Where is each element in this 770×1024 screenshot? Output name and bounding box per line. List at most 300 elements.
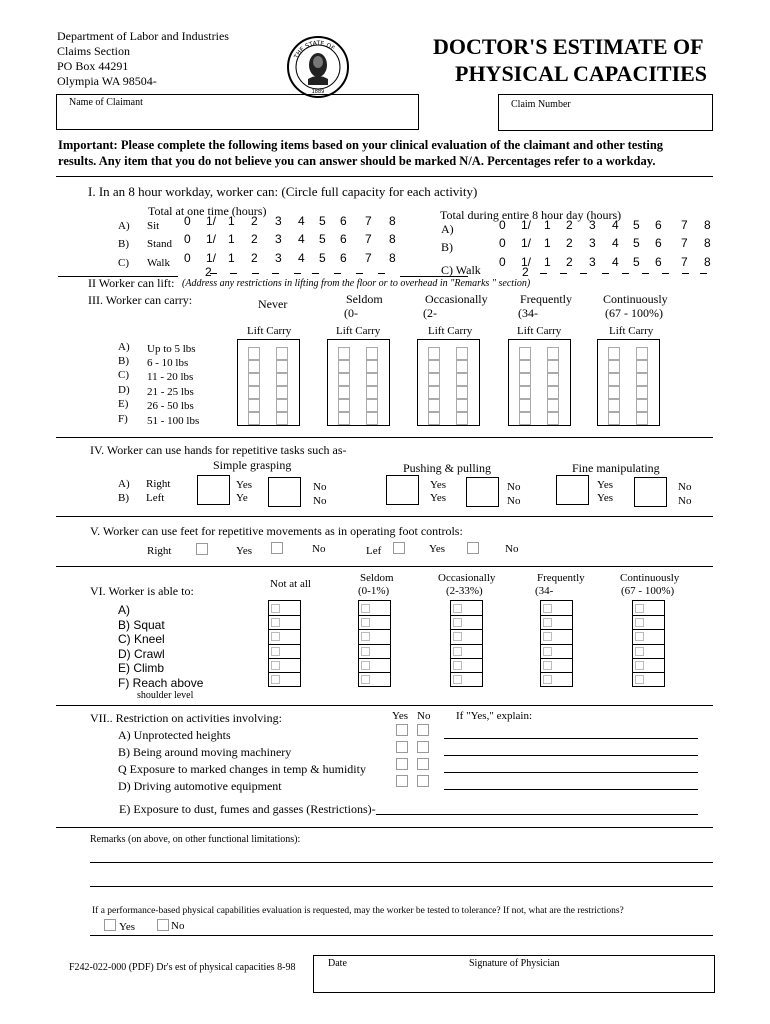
able-checkbox[interactable]	[635, 604, 644, 613]
hours-value[interactable]: 3	[275, 214, 282, 228]
carry-checkbox[interactable]	[428, 347, 440, 360]
carry-checkbox[interactable]	[547, 360, 559, 373]
carry-checkbox[interactable]	[636, 360, 648, 373]
restriction-yes-checkbox[interactable]	[396, 758, 408, 770]
form-title: PHYSICAL CAPACITIES	[455, 61, 708, 86]
foot-right-no-checkbox[interactable]	[271, 542, 283, 554]
dash-mark	[272, 273, 279, 274]
carry-freq-pct: (34-	[518, 306, 538, 320]
able-checkbox[interactable]	[271, 618, 280, 627]
able-freq-name: Seldom	[360, 572, 394, 584]
carry-checkbox[interactable]	[338, 360, 350, 373]
able-row-line	[269, 644, 300, 645]
section-3-title: III. Worker can carry:	[88, 293, 193, 307]
able-checkbox[interactable]	[271, 604, 280, 613]
dash-mark	[334, 273, 341, 274]
carry-checkbox[interactable]	[248, 399, 260, 412]
carry-grid	[327, 339, 390, 426]
carry-checkbox[interactable]	[276, 347, 288, 360]
hours-value[interactable]: 6	[340, 251, 347, 265]
day-hours-value[interactable]: 1	[544, 236, 551, 250]
carry-checkbox[interactable]	[636, 386, 648, 399]
hand-no-box[interactable]	[268, 477, 301, 507]
carry-freq-name: Never	[258, 297, 288, 311]
able-row-line	[633, 658, 664, 659]
foot-right-no: No	[312, 543, 326, 555]
carry-checkbox[interactable]	[636, 412, 648, 425]
restriction-item: B) Being around moving machinery	[118, 745, 292, 759]
carry-checkbox[interactable]	[519, 386, 531, 399]
carry-freq-name: Seldom	[346, 292, 383, 306]
able-checkbox[interactable]	[361, 647, 370, 656]
able-checkbox[interactable]	[361, 675, 370, 684]
carry-checkbox[interactable]	[338, 347, 350, 360]
able-row-line	[451, 658, 482, 659]
carry-checkbox[interactable]	[636, 399, 648, 412]
able-freq-name: Not at all	[270, 578, 311, 590]
able-checkbox[interactable]	[635, 632, 644, 641]
able-checkbox[interactable]	[361, 604, 370, 613]
hand-no: No	[678, 481, 692, 493]
section-5-title: V. Worker can use feet for repetitive movements as in operating foot controls:	[90, 524, 463, 538]
hand-no-box[interactable]	[466, 477, 499, 507]
section-1-title: I. In an 8 hour workday, worker can: (Circle full capacity for each activity)	[88, 184, 478, 199]
able-row-line	[541, 644, 572, 645]
hours-value[interactable]: 1/	[206, 251, 217, 265]
day-hours-value[interactable]: 1/	[521, 255, 532, 269]
carry-checkbox[interactable]	[366, 399, 378, 412]
day-hours-value[interactable]: 8	[704, 218, 711, 232]
carry-checkbox[interactable]	[547, 412, 559, 425]
section-2-title: II Worker can lift:	[88, 276, 175, 290]
day-hours-value[interactable]: 2	[566, 236, 573, 250]
able-checkbox[interactable]	[453, 632, 462, 641]
able-row-line	[451, 629, 482, 630]
foot-right-checkbox[interactable]	[196, 543, 208, 555]
form-title: DOCTOR'S ESTIMATE OF	[433, 34, 704, 59]
hours-value[interactable]: 4	[298, 232, 305, 246]
day-hours-value[interactable]: 7	[681, 236, 688, 250]
able-checkbox[interactable]	[543, 675, 552, 684]
day-hours-value[interactable]: 6	[655, 255, 662, 269]
able-row-line	[269, 629, 300, 630]
hours-value[interactable]: 7	[365, 214, 372, 228]
carry-checkbox[interactable]	[519, 347, 531, 360]
able-checkbox[interactable]	[453, 618, 462, 627]
able-grid	[540, 600, 573, 687]
carry-checkbox[interactable]	[248, 347, 260, 360]
able-checkbox[interactable]	[453, 661, 462, 670]
hours-value[interactable]: 2	[251, 251, 258, 265]
able-freq-pct: (67 - 100%)	[621, 585, 675, 597]
able-checkbox[interactable]	[635, 661, 644, 670]
day-hours-value[interactable]: 4	[612, 255, 619, 269]
hours-value[interactable]: 1	[228, 214, 235, 228]
able-activity: C) Kneel	[118, 632, 165, 646]
claimant-name-field[interactable]	[56, 94, 419, 130]
hand-yes: Ye	[236, 492, 248, 504]
restriction-yes-checkbox[interactable]	[396, 775, 408, 787]
able-checkbox[interactable]	[543, 661, 552, 670]
day-hours-value[interactable]: 3	[589, 255, 596, 269]
carry-checkbox[interactable]	[519, 360, 531, 373]
day-hours-value[interactable]: 0	[499, 218, 506, 232]
carry-checkbox[interactable]	[248, 412, 260, 425]
lift-carry-label: Lift Carry	[517, 325, 562, 337]
carry-checkbox[interactable]	[519, 373, 531, 386]
hand-yes: Yes	[597, 479, 614, 491]
hours-row-letter: A)	[118, 220, 130, 232]
dash-mark	[540, 273, 547, 274]
able-row-line	[359, 644, 390, 645]
carry-checkbox[interactable]	[547, 373, 559, 386]
carry-checkbox[interactable]	[608, 386, 620, 399]
seal-text: THE STATE OF	[292, 39, 336, 60]
restriction-explain-line[interactable]	[444, 755, 698, 756]
hours-value[interactable]: 0	[184, 251, 191, 265]
carry-checkbox[interactable]	[338, 399, 350, 412]
carry-checkbox[interactable]	[428, 360, 440, 373]
carry-checkbox[interactable]	[456, 399, 468, 412]
carry-freq-pct: (0-	[344, 306, 358, 320]
able-activity: A)	[118, 603, 130, 617]
day-hours-value[interactable]: 1/	[521, 236, 532, 250]
restriction-explain-head: If "Yes," explain:	[456, 710, 532, 722]
carry-checkbox[interactable]	[366, 412, 378, 425]
foot-left-label: Lef	[366, 545, 382, 557]
hours-value[interactable]: 2	[251, 232, 258, 246]
restriction-no-checkbox[interactable]	[417, 758, 429, 770]
carry-row-label: Up to 5 lbs	[147, 343, 196, 355]
performance-question: If a performance-based physical capabilities evaluation is requested, may the worker be tested to tolerance? If not, what are the restrictions?	[92, 906, 624, 916]
able-activity: B) Squat	[118, 617, 165, 632]
hours-value[interactable]: 5	[319, 251, 326, 265]
hours-value[interactable]: 8	[389, 232, 396, 246]
carry-checkbox[interactable]	[547, 399, 559, 412]
carry-checkbox[interactable]	[366, 347, 378, 360]
carry-checkbox[interactable]	[428, 386, 440, 399]
entire-day-header: Total during entire 8 hour day (hours)	[440, 208, 622, 222]
carry-checkbox[interactable]	[366, 360, 378, 373]
hours-value[interactable]: 0	[184, 232, 191, 246]
able-checkbox[interactable]	[271, 675, 280, 684]
carry-row-letter: E)	[118, 398, 129, 410]
claim-number-label: Claim Number	[511, 99, 571, 110]
half-hour-mark: 2	[522, 265, 529, 279]
day-hours-value[interactable]: 6	[655, 218, 662, 232]
carry-checkbox[interactable]	[248, 373, 260, 386]
foot-left-checkbox[interactable]	[393, 542, 405, 554]
hours-value[interactable]: 5	[319, 232, 326, 246]
carry-checkbox[interactable]	[428, 412, 440, 425]
lift-carry-label: Lift Carry	[247, 325, 292, 337]
carry-checkbox[interactable]	[338, 412, 350, 425]
day-hours-value[interactable]: 1/	[521, 218, 532, 232]
dash-mark	[560, 273, 567, 274]
carry-checkbox[interactable]	[276, 412, 288, 425]
able-checkbox[interactable]	[361, 632, 370, 641]
hours-value[interactable]: 4	[298, 251, 305, 265]
foot-left-no: No	[505, 543, 519, 555]
day-hours-value[interactable]: 7	[681, 255, 688, 269]
able-row-line	[541, 629, 572, 630]
carry-row-label: 26 - 50 lbs	[147, 400, 194, 412]
hand-yes-box[interactable]	[556, 475, 589, 505]
carry-checkbox[interactable]	[276, 373, 288, 386]
able-checkbox[interactable]	[543, 647, 552, 656]
task-simple-grasping: Simple grasping	[213, 458, 292, 472]
hours-value[interactable]: 8	[389, 251, 396, 265]
day-hours-value[interactable]: 8	[704, 255, 711, 269]
hours-row-label: Stand	[147, 238, 173, 250]
able-row-line	[633, 615, 664, 616]
section-7-title: VII.. Restriction on activities involving:	[90, 711, 282, 725]
dash-mark	[682, 273, 689, 274]
able-checkbox[interactable]	[635, 647, 644, 656]
restriction-item: A) Unprotected heights	[118, 728, 231, 742]
day-hours-value[interactable]: 1	[544, 255, 551, 269]
carry-checkbox[interactable]	[547, 347, 559, 360]
day-hours-value[interactable]: 4	[612, 218, 619, 232]
day-hours-value[interactable]: 1	[544, 218, 551, 232]
restriction-no-checkbox[interactable]	[417, 724, 429, 736]
lift-carry-label: Lift Carry	[428, 325, 473, 337]
remarks-label: Remarks (on above, on other functional limitations):	[90, 834, 301, 845]
able-checkbox[interactable]	[453, 604, 462, 613]
carry-freq-name: Occasionally	[425, 292, 488, 306]
hours-row-label: Walk	[147, 257, 170, 269]
carry-checkbox[interactable]	[608, 347, 620, 360]
hours-value[interactable]: 0	[184, 214, 191, 228]
hours-value[interactable]: 3	[275, 232, 282, 246]
hours-value[interactable]: 5	[319, 214, 326, 228]
perf-no-checkbox[interactable]	[157, 919, 169, 931]
hand-side: Right	[146, 478, 171, 490]
carry-grid	[237, 339, 300, 426]
carry-checkbox[interactable]	[276, 386, 288, 399]
able-freq-pct: (2-33%)	[446, 585, 483, 597]
able-checkbox[interactable]	[543, 604, 552, 613]
day-hours-value[interactable]: 3	[589, 218, 596, 232]
able-checkbox[interactable]	[271, 647, 280, 656]
section-4-title: IV. Worker can use hands for repetitive tasks such as-	[90, 443, 347, 457]
hours-value[interactable]: 6	[340, 232, 347, 246]
carry-checkbox[interactable]	[547, 386, 559, 399]
hours-value[interactable]: 1	[228, 232, 235, 246]
restriction-yes-checkbox[interactable]	[396, 741, 408, 753]
able-row-line	[359, 615, 390, 616]
able-checkbox[interactable]	[271, 661, 280, 670]
day-hours-value[interactable]: 3	[589, 236, 596, 250]
day-row-label: C) Walk	[441, 263, 481, 277]
able-checkbox[interactable]	[361, 618, 370, 627]
able-checkbox[interactable]	[543, 618, 552, 627]
able-row-line	[451, 672, 482, 673]
hours-value[interactable]: 7	[365, 251, 372, 265]
restriction-explain-line[interactable]	[444, 789, 698, 790]
day-hours-value[interactable]: 5	[633, 236, 640, 250]
able-freq-name: Occasionally	[438, 572, 496, 584]
carry-freq-name: Frequently	[520, 292, 572, 306]
carry-checkbox[interactable]	[608, 373, 620, 386]
task-fine-manipulating: Fine manipulating	[572, 461, 660, 475]
carry-row-letter: C)	[118, 369, 129, 381]
hand-yes: Yes	[430, 479, 447, 491]
important-note: results. Any item that you do not believe you can answer should be marked N/A. Percentages refer to a workday.	[58, 154, 656, 168]
able-checkbox[interactable]	[271, 632, 280, 641]
carry-checkbox[interactable]	[338, 373, 350, 386]
lift-carry-label: Lift Carry	[336, 325, 381, 337]
carry-freq-pct: (67 - 100%)	[605, 306, 663, 320]
able-checkbox[interactable]	[635, 618, 644, 627]
section-6-title: VI. Worker is able to:	[90, 584, 194, 598]
hours-value[interactable]: 8	[389, 214, 396, 228]
carry-grid	[417, 339, 480, 426]
carry-checkbox[interactable]	[636, 347, 648, 360]
able-grid	[268, 600, 301, 687]
carry-checkbox[interactable]	[519, 399, 531, 412]
carry-row-label: 6 - 10 lbs	[147, 357, 189, 369]
dept-line: Claims Section	[57, 44, 130, 58]
able-checkbox[interactable]	[453, 675, 462, 684]
carry-checkbox[interactable]	[366, 373, 378, 386]
claim-number-field[interactable]	[498, 94, 713, 131]
carry-checkbox[interactable]	[276, 399, 288, 412]
able-row-line	[451, 615, 482, 616]
carry-row-letter: D)	[118, 384, 130, 396]
carry-checkbox[interactable]	[456, 386, 468, 399]
hours-value[interactable]: 1/	[206, 214, 217, 228]
carry-checkbox[interactable]	[519, 412, 531, 425]
able-freq-name: Continuously	[620, 572, 680, 584]
day-hours-value[interactable]: 0	[499, 255, 506, 269]
signature-box[interactable]	[313, 955, 715, 993]
day-hours-value[interactable]: 5	[633, 255, 640, 269]
able-row-line	[541, 658, 572, 659]
dept-line: Olympia WA 98504-	[57, 74, 157, 88]
carry-checkbox[interactable]	[608, 412, 620, 425]
day-hours-value[interactable]: 7	[681, 218, 688, 232]
perf-yes-checkbox[interactable]	[104, 919, 116, 931]
hand-yes-box[interactable]	[386, 475, 419, 505]
carry-checkbox[interactable]	[456, 360, 468, 373]
carry-checkbox[interactable]	[338, 386, 350, 399]
reach-extra: shoulder level	[137, 690, 194, 701]
hand-yes: Yes	[597, 492, 614, 504]
hours-value[interactable]: 4	[298, 214, 305, 228]
carry-row-letter: A)	[118, 341, 130, 353]
carry-checkbox[interactable]	[608, 360, 620, 373]
carry-checkbox[interactable]	[456, 373, 468, 386]
able-checkbox[interactable]	[635, 675, 644, 684]
restriction-explain-line[interactable]	[444, 738, 698, 739]
remarks-line[interactable]	[90, 886, 713, 887]
day-hours-value[interactable]: 6	[655, 236, 662, 250]
day-hours-value[interactable]: 5	[633, 218, 640, 232]
carry-row-label: 21 - 25 lbs	[147, 386, 194, 398]
perf-no-label: No	[171, 920, 185, 932]
hand-letter: B)	[118, 492, 129, 504]
restriction-explain-line[interactable]	[444, 772, 698, 773]
dash-mark	[700, 273, 707, 274]
dash-mark	[230, 273, 237, 274]
able-row-line	[633, 672, 664, 673]
carry-checkbox[interactable]	[248, 360, 260, 373]
carry-row-label: 11 - 20 lbs	[147, 371, 194, 383]
hours-value[interactable]: 7	[365, 232, 372, 246]
remarks-line[interactable]	[90, 862, 713, 863]
able-grid	[450, 600, 483, 687]
hand-no: No	[313, 481, 327, 493]
hours-value[interactable]: 3	[275, 251, 282, 265]
hand-yes-box[interactable]	[197, 475, 230, 505]
hours-value[interactable]: 2	[251, 214, 258, 228]
foot-left-yes: Yes	[429, 543, 446, 555]
carry-checkbox[interactable]	[636, 373, 648, 386]
able-row-line	[451, 644, 482, 645]
day-hours-value[interactable]: 0	[499, 236, 506, 250]
hand-no-box[interactable]	[634, 477, 667, 507]
carry-row-label: 51 - 100 lbs	[147, 415, 200, 427]
day-hours-value[interactable]: 4	[612, 236, 619, 250]
able-row-line	[541, 672, 572, 673]
carry-checkbox[interactable]	[276, 360, 288, 373]
able-checkbox[interactable]	[361, 661, 370, 670]
day-hours-value[interactable]: 8	[704, 236, 711, 250]
hand-side: Left	[146, 492, 165, 504]
able-activity: E) Climb	[118, 661, 165, 675]
restriction-yes-checkbox[interactable]	[396, 724, 408, 736]
hand-no: No	[507, 481, 521, 493]
carry-checkbox[interactable]	[608, 399, 620, 412]
carry-checkbox[interactable]	[248, 386, 260, 399]
day-hours-value[interactable]: 2	[566, 218, 573, 232]
hours-value[interactable]: 1/	[206, 232, 217, 246]
able-checkbox[interactable]	[543, 632, 552, 641]
carry-checkbox[interactable]	[428, 399, 440, 412]
date-label: Date	[328, 958, 347, 969]
carry-freq-name: Continuously	[603, 292, 668, 306]
foot-left-no-checkbox[interactable]	[467, 542, 479, 554]
restriction-no-checkbox[interactable]	[417, 741, 429, 753]
able-freq-pct: (0-1%)	[358, 585, 390, 597]
hours-row-letter: C)	[118, 257, 129, 269]
dash-mark	[662, 273, 669, 274]
perf-yes-label: Yes	[119, 921, 136, 933]
hours-value[interactable]: 6	[340, 214, 347, 228]
important-note: Important: Please complete the following items based on your clinical evaluation of the claimant and other testing	[58, 138, 664, 152]
able-row-line	[269, 672, 300, 673]
dash-mark	[356, 273, 363, 274]
hand-no: No	[507, 495, 521, 507]
restriction-no-checkbox[interactable]	[417, 775, 429, 787]
lift-carry-label: Lift Carry	[609, 325, 654, 337]
day-hours-value[interactable]: 2	[566, 255, 573, 269]
hours-value[interactable]: 1	[228, 251, 235, 265]
carry-checkbox[interactable]	[456, 347, 468, 360]
form-number: F242-022-000 (PDF) Dr's est of physical capacities 8-98	[69, 962, 296, 973]
able-checkbox[interactable]	[453, 647, 462, 656]
carry-checkbox[interactable]	[366, 386, 378, 399]
foot-right-label: Right	[147, 545, 172, 557]
carry-checkbox[interactable]	[456, 412, 468, 425]
dash-mark	[642, 273, 649, 274]
restriction-no-head: No	[417, 710, 431, 722]
carry-checkbox[interactable]	[428, 373, 440, 386]
hand-yes: Yes	[236, 479, 253, 491]
dust-explain-line[interactable]	[376, 814, 698, 815]
claimant-name-label: Name of Claimant	[69, 97, 143, 108]
